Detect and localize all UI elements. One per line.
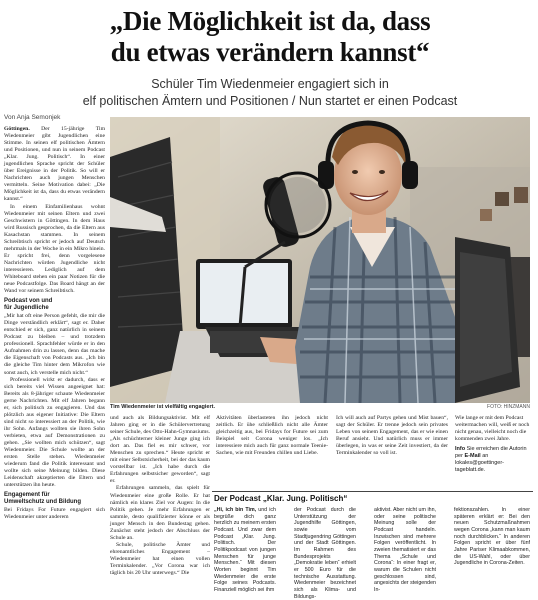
subheading: Podcast von und für Jugendliche: [4, 298, 53, 312]
subheading: Engagement für Umweltschutz und Bildung: [4, 492, 81, 506]
byline: Von Anja Semonjek: [4, 114, 61, 121]
intro-paragraph: Göttingen. Der 15-jährige Tim Wiedenmeier gibt Jugendlichen eine Stimme. In seinen elf politischen Ämtern und Positionen, und nun in seinem Podcast „Klar. Jung. Politisch“. In einer jugendlichen Sprache spricht der Schüler über Ereignisse in der Politik. So will er Nachrichten auch jungen Menschen vermitteln. Seine Motivation dabei: „Die Möglichkeit ist da, dass du etwas verändern kannst.“: [4, 126, 105, 203]
left-column: [4, 126, 105, 521]
subheadline: [20, 76, 520, 110]
closing-text: Wie lange er mit dem Podcast weitermachen will, weiß er noch nicht genau, vielleicht noch die kommenden zwei Jahre.: [455, 415, 530, 443]
headline: [14, 6, 526, 68]
podcast-column: der Podcast durch die Unterstützung der Jugendhilfe Göttingen, sowie vom Stadtjugendring Göttingen und der Stadt Göttingen. Im Rahmen des Bundesprojekts „Demokratie leben“ erhielt er 500 Euro für die technische Ausstattung. Wiedenmeier bezeichnet sich als Klima- und Bildungs-: [294, 507, 356, 600]
article-photo: [110, 117, 530, 403]
photo-caption: [110, 404, 530, 413]
headline-line-1: „Die Möglichkeit ist da, dass: [109, 6, 431, 36]
podcast-column: aktivist. Aber nicht um ihn, oder seine politische Meinung solle der Podcast handeln. Inzwischen sind mehrere Folgen veröffentlicht. In zweien thematisiert er das Thema „Schule und Corona“: In einer fragt er, warum die Schulen nicht geschlossen sind, angesichts der steigenden In-: [374, 507, 436, 593]
paragraph: Bei Fridays For Future engagiert sich Wiedenmeier unter anderem: [4, 507, 105, 521]
podcast-box-title: Der Podcast „Klar. Jung. Politisch“: [214, 494, 348, 503]
podcast-column: fektionszahlen. In einer späteren erklärt er: Bei den neuen Schutzmaßnahmen wegen Corona „kann man kaum noch durchblicken.“ In anderen Folgen spricht er über fünf Jahre Pariser Klimaabkommen, die US-Wahl, oder über Jugendliche in Corona-Zeiten.: [454, 507, 530, 567]
paragraph: „Mir hat oft eine Person gefehlt, die mir die Dinge verständlich erklärt“, sagt er. Daher entschied er sich, ganz natürlich in seinem Podcast zu bleiben – und trotzdem professionell. Sprachfehler würde er in den Aufnahmen drin zu lassen, denn das mache die Eigenschaft von Podcasts aus. „Ich bin die gleiche Tim hinter dem Mikrofon wie sonst auch, ich verstelle mich nicht.“: [4, 313, 105, 376]
subheadline-line-2: elf politischen Ämtern und Positionen / Nun startet er einen Podcast: [82, 94, 458, 108]
subheadline-line-1: Schüler Tim Wiedenmeier engagiert sich in: [151, 77, 389, 91]
closing-column: [455, 415, 533, 489]
article-column: und auch als Bildungsaktivist. Mit elf Jahren ging er in die Schülervertretung seiner Schule, des Otto-Hahn-Gymnasiums. „Als schüchterner kleiner Junge ging ich dort an. Das fiel es mir schwer, vor Menschen zu sprechen.“ Heute spricht er mit einer Selbstsicherheit, bei der das kaum vorstellbar ist. „Ich habe durch die Erfahrungen selbstsicher geworden“, sagt er. Erfahrungen sammeln, das spielt für Wiedenmeier eine große Rolle. Er hat nämlich ein klares Ziel vor Augen: In die Politik gehen. Je mehr Erfahrungen er sammle, desto qualifizierter könne er als junger Mensch in den Bundestag gehen. Zunächst steht jedoch der Abschluss der Schule an. Schule, politische Ämter und ehrenamtliches Engagement – Wiedenmeier hat einen vollen Terminkalender. „Vor Corona war ich täglich bis 20 Uhr unterwegs.“ Die: [110, 415, 210, 577]
photo-illustration: [110, 117, 530, 403]
paragraph: Professionell wirkt er dadurch, dass er sich bereits viel Wissen angeeignet hat: Bereits als 8-jähriger schaute Wiedenmeier gerne Nachrichten. Mit elf Jahren begann er, sich politisch zu engagieren. Und das plötzlich aus eigener Initiative: Die Eltern sind nicht so interessiert an der Politik, wie ihr Sohn. Anfangs wollten sie ihren Sohn verbieten, etwa auf Demonstrationen zu gehen. „Sie wollten mich schützen“, sagt Wiedenmeier. Die Schule wollte an der ersten Stelle stehen. Wiedenmeier wiederum fand die Politik interessant und wollte sich seine Meinung bilden. Diese Leidenschaft akzeptierten die Eltern und unterstützen ihn heute.: [4, 376, 105, 489]
caption-text: Tim Wiedenmeier ist vielfältig engagiert.: [110, 404, 215, 410]
article-column: Ich will auch auf Partys gehen und Mist bauen“, sagt der Schüler. Er trenne jedoch sein privates Leben von seinem Engagement, das er wie einen Beruf ansieht. Und natürlich muss er immer überlegen, in was er seine Zeit investiert, da der Terminkalender so voll ist.: [336, 415, 448, 457]
photo-credit: FOTO: HINZMANN: [487, 404, 530, 410]
podcast-column: „Hi, ich bin Tim, und ich begrüße dich ganz herzlich zu meinem ersten Podcast. Und zwar dem Podcast „Klar. Jung. Politisch. Der Politikpodcast von jungen Menschen für junge Menschen.“ Mit diesen Worten beginnt Tim Wiedenmeier die erste Folge seines Podcasts. Finanziell möglich sei ihm: [214, 507, 276, 593]
article-column: Aktivitäten überlasteten ihn jedoch nicht zeitlich. Er ühe schließlich nicht alle Ämter gleichzeitig aus, bei Fridays for Future sei zum Beispiel seit Corona weniger los. „Ich interessiere mich auch für ganz normale Teenie-Sachen, wie mit Freunden chillen und Liebe.: [216, 415, 328, 457]
paragraph: In einem Einfamilienhaus wohnt Wiedenmeier mit seinen Eltern und zwei Geschwistern in Göttingen. In dem Haus wird Russisch gesprochen, da die Eltern aus Kasachstan stammen. In seinem Schreibtisch spricht er jedoch auf Deutsch mehrmals in der Woche in ein Mikro hinein. Er spricht frei, denn vorgelesene Nachrichten würden Jugendliche nicht interessieren. Lediglich auf dem Whiteboard stehen ein paar Notizen für die neue Podcastfolge. Das Board hängt an der Wand vor seinem Schreibtisch.: [4, 203, 105, 295]
dateline: Göttingen.: [4, 126, 30, 132]
headline-line-2: du etwas verändern kannst“: [110, 37, 430, 67]
author-contact: Info Sie erreichen die Autorin per E-Mail an lokales@goettinger-tageblatt.de.: [455, 446, 527, 473]
podcast-box-rule: [212, 491, 533, 492]
